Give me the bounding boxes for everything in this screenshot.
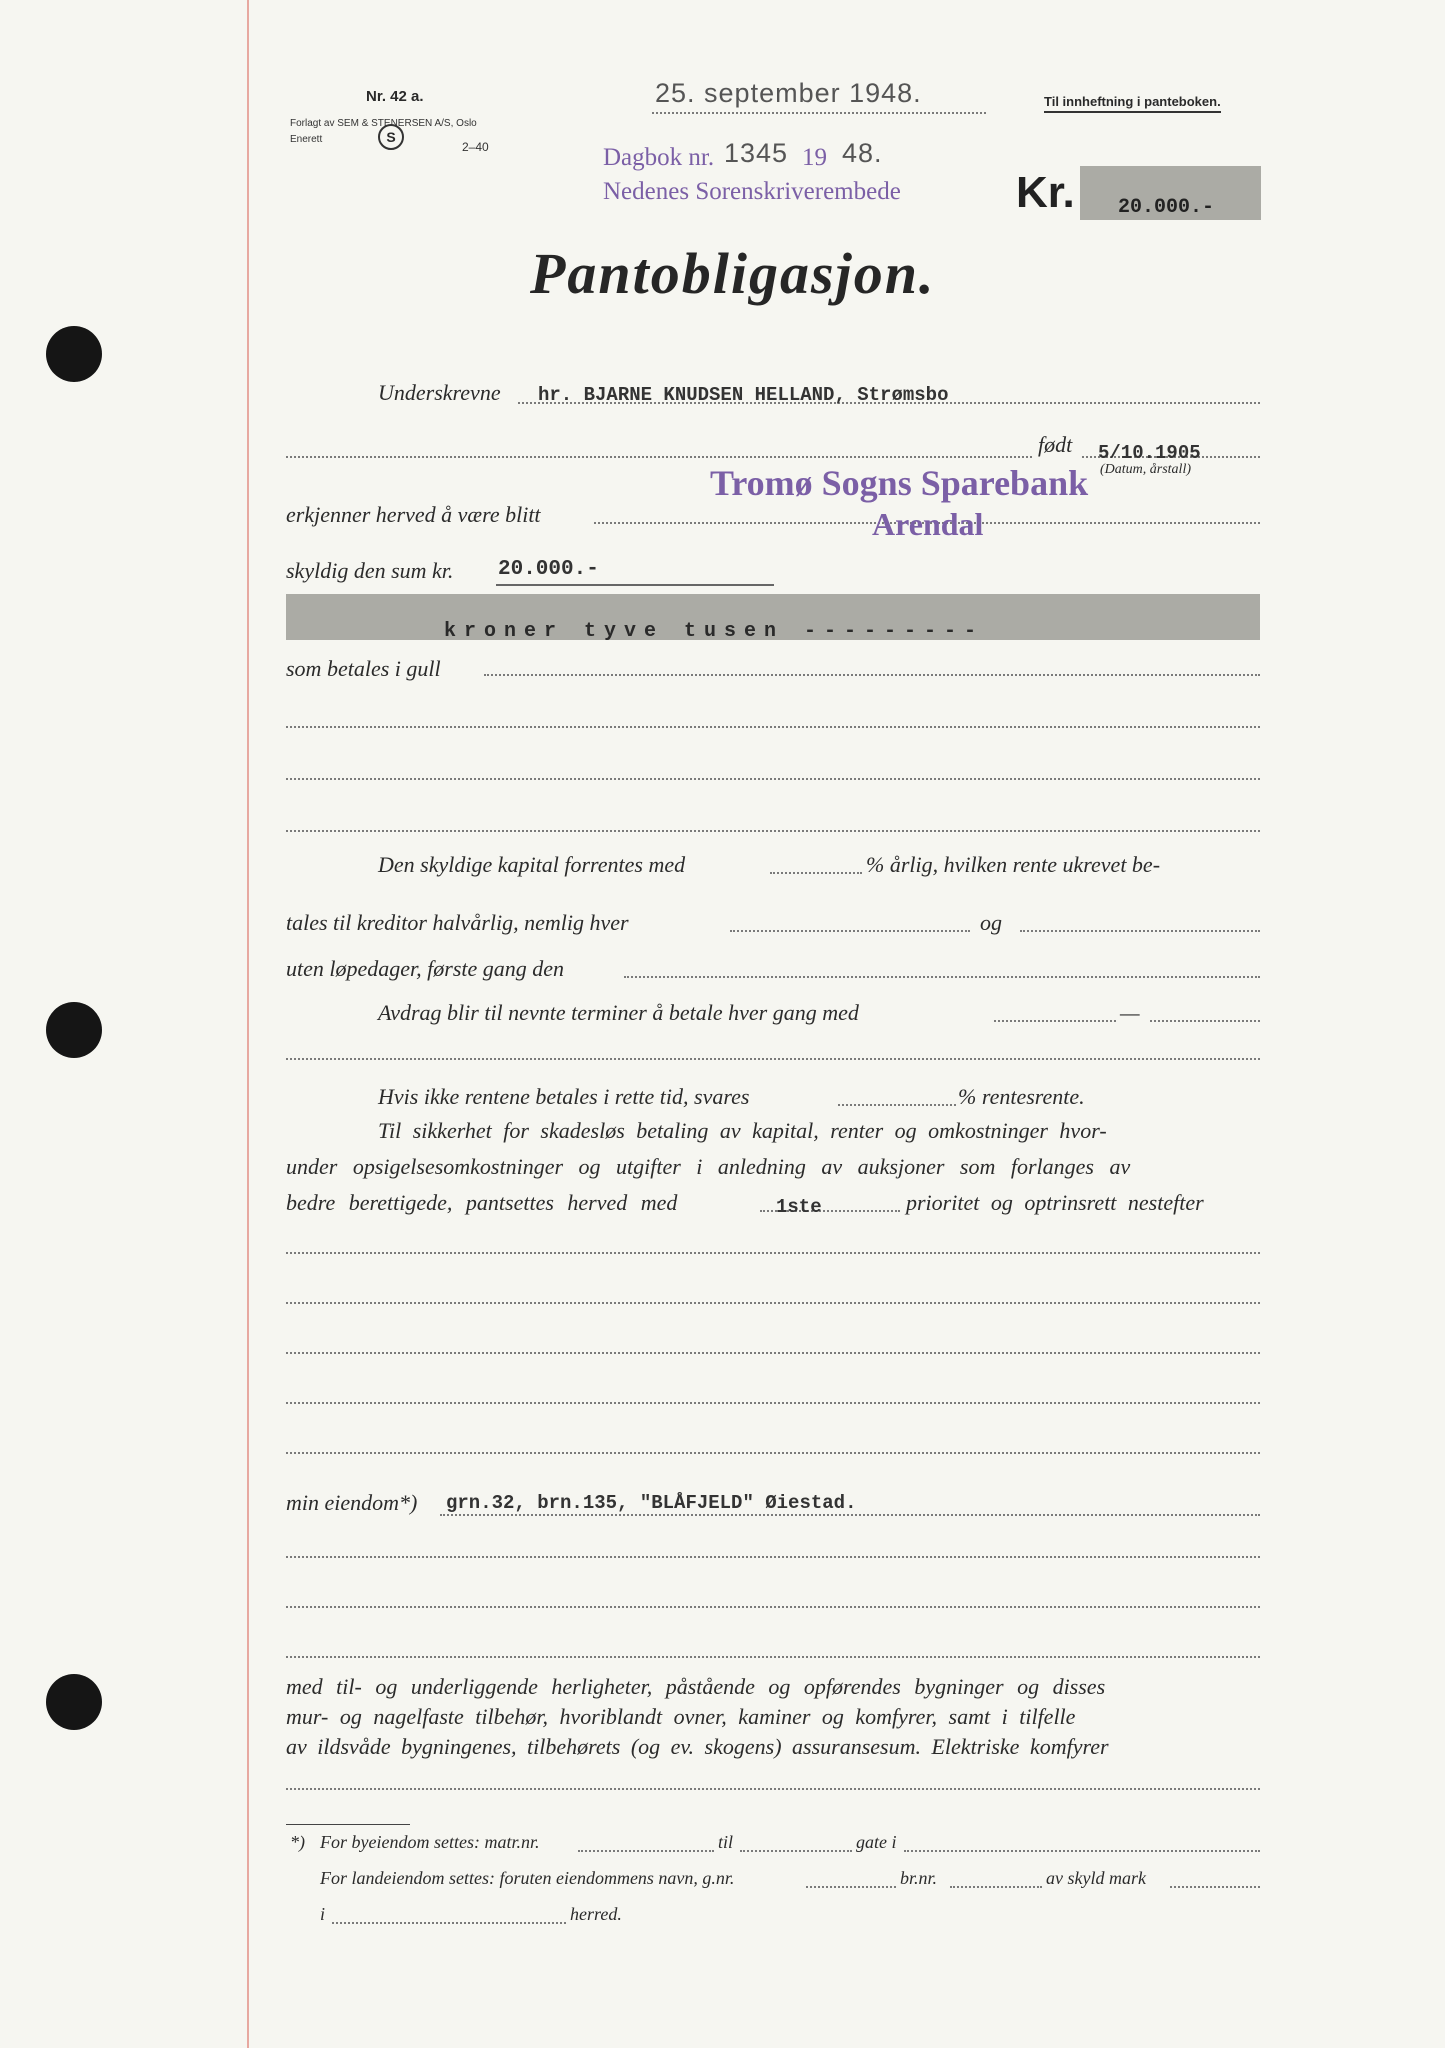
footnote-rural-e: herred. [570, 1904, 622, 1924]
born-hint: (Datum, årstall) [1100, 462, 1191, 477]
currency-label: Kr. [1016, 168, 1075, 217]
late-interest-a: Hvis ikke rentene betales i rette tid, svares [378, 1084, 750, 1109]
security-line1: Til sikkerhet for skadesløs betaling av kapital, renter og omkostninger hvor- [378, 1118, 1107, 1143]
interest-line1-b: % årlig, hvilken rente ukrevet be- [866, 852, 1161, 877]
footnote-city-c: gate i [856, 1832, 897, 1852]
punch-hole [46, 326, 102, 382]
document-date: 25. september 1948. [655, 78, 922, 108]
owe-label: skyldig den sum kr. [286, 558, 454, 583]
security-line2: under opsigelsesomkostninger og utgifter i anledning av auksjoner som forlanges av [286, 1154, 1131, 1179]
closing-line1: med til- og underliggende herligheter, påstående og opførendes bygninger og disses [286, 1674, 1106, 1699]
creditor-stamp: Tromø Sogns Sparebank [710, 463, 1089, 503]
footnote-rural-c: av skyld mark [1046, 1868, 1146, 1888]
form-number: Nr. 42 a. [366, 88, 424, 105]
interest-line2-b: og [980, 910, 1002, 935]
amount-words: kroner tyve tusen --------- [444, 620, 985, 643]
footnote-rule [286, 1824, 410, 1825]
footnote-rural-b: br.nr. [900, 1868, 938, 1888]
publisher-text: Forlagt av SEM & STENERSEN A/S, Oslo [290, 118, 477, 129]
interest-line1-a: Den skyldige kapital forrentes med [378, 852, 686, 877]
punch-hole [46, 1002, 102, 1058]
edition-text: 2–40 [462, 140, 489, 154]
owe-value: 20.000.- [498, 558, 599, 581]
installment-dash: — [1120, 1000, 1140, 1025]
paid-in-label: som betales i gull [286, 656, 441, 681]
footnote-city-b: til [718, 1832, 734, 1852]
property-value: grn.32, brn.135, "BLÅFJELD" Øiestad. [446, 1492, 857, 1514]
document-title: Pantobligasjon. [530, 241, 936, 306]
dagbok-label: Dagbok nr. [603, 144, 715, 171]
exclusive-text: Enerett [290, 134, 323, 145]
interest-line3: uten løpedager, første gang den [286, 956, 565, 981]
undersigned-label: Underskrevne [378, 380, 501, 405]
punch-hole [46, 1674, 102, 1730]
footnote-rural-a: For landeiendom settes: foruten eiendommens navn, g.nr. [320, 1868, 735, 1888]
footnote-city-a: For byeiendom settes: matr.nr. [320, 1832, 540, 1852]
closing-line2: mur- og nagelfaste tilbehør, hvoriblandt ovner, kaminer og komfyrer, samt i tilfelle [286, 1704, 1076, 1729]
dagbok-number: 1345 [724, 138, 789, 168]
late-interest-b: % rentesrente. [958, 1084, 1085, 1109]
publisher-logo: S [378, 124, 404, 150]
installment-text: Avdrag blir til nevnte terminer å betale hver gang med [378, 1000, 859, 1025]
undersigned-value: hr. BJARNE KNUDSEN HELLAND, Strømsbo [538, 384, 949, 406]
property-label: min eiendom*) [286, 1490, 418, 1515]
footnote-rural-d: i [320, 1904, 326, 1924]
amount-value: 20.000.- [1118, 196, 1215, 219]
footnote-marker: *) [290, 1832, 305, 1852]
security-line3-a: bedre berettigede, pantsettes herved med [286, 1190, 678, 1215]
born-label: født [1038, 432, 1073, 457]
office-stamp: Nedenes Sorenskriverembede [603, 178, 901, 205]
interest-line2-a: tales til kreditor halvårlig, nemlig hver [286, 910, 629, 935]
margin-rule [247, 0, 249, 2048]
dagbok-year: 48. [842, 138, 883, 168]
security-line3-b: prioritet og optrinsrett nestefter [906, 1190, 1204, 1215]
acknowledge-label: erkjenner herved å være blitt [286, 502, 541, 527]
dagbok-year-prefix: 19 [802, 144, 827, 171]
priority-value: 1ste [776, 1196, 822, 1218]
creditor-stamp-city: Arendal [872, 506, 984, 542]
born-value: 5/10.1905 [1098, 442, 1201, 464]
binding-note: Til innheftning i panteboken. [1044, 94, 1221, 113]
closing-line3: av ildsvåde bygningenes, tilbehørets (og ev. skogens) assuransesum. Elektriske komfyrer [286, 1734, 1109, 1759]
